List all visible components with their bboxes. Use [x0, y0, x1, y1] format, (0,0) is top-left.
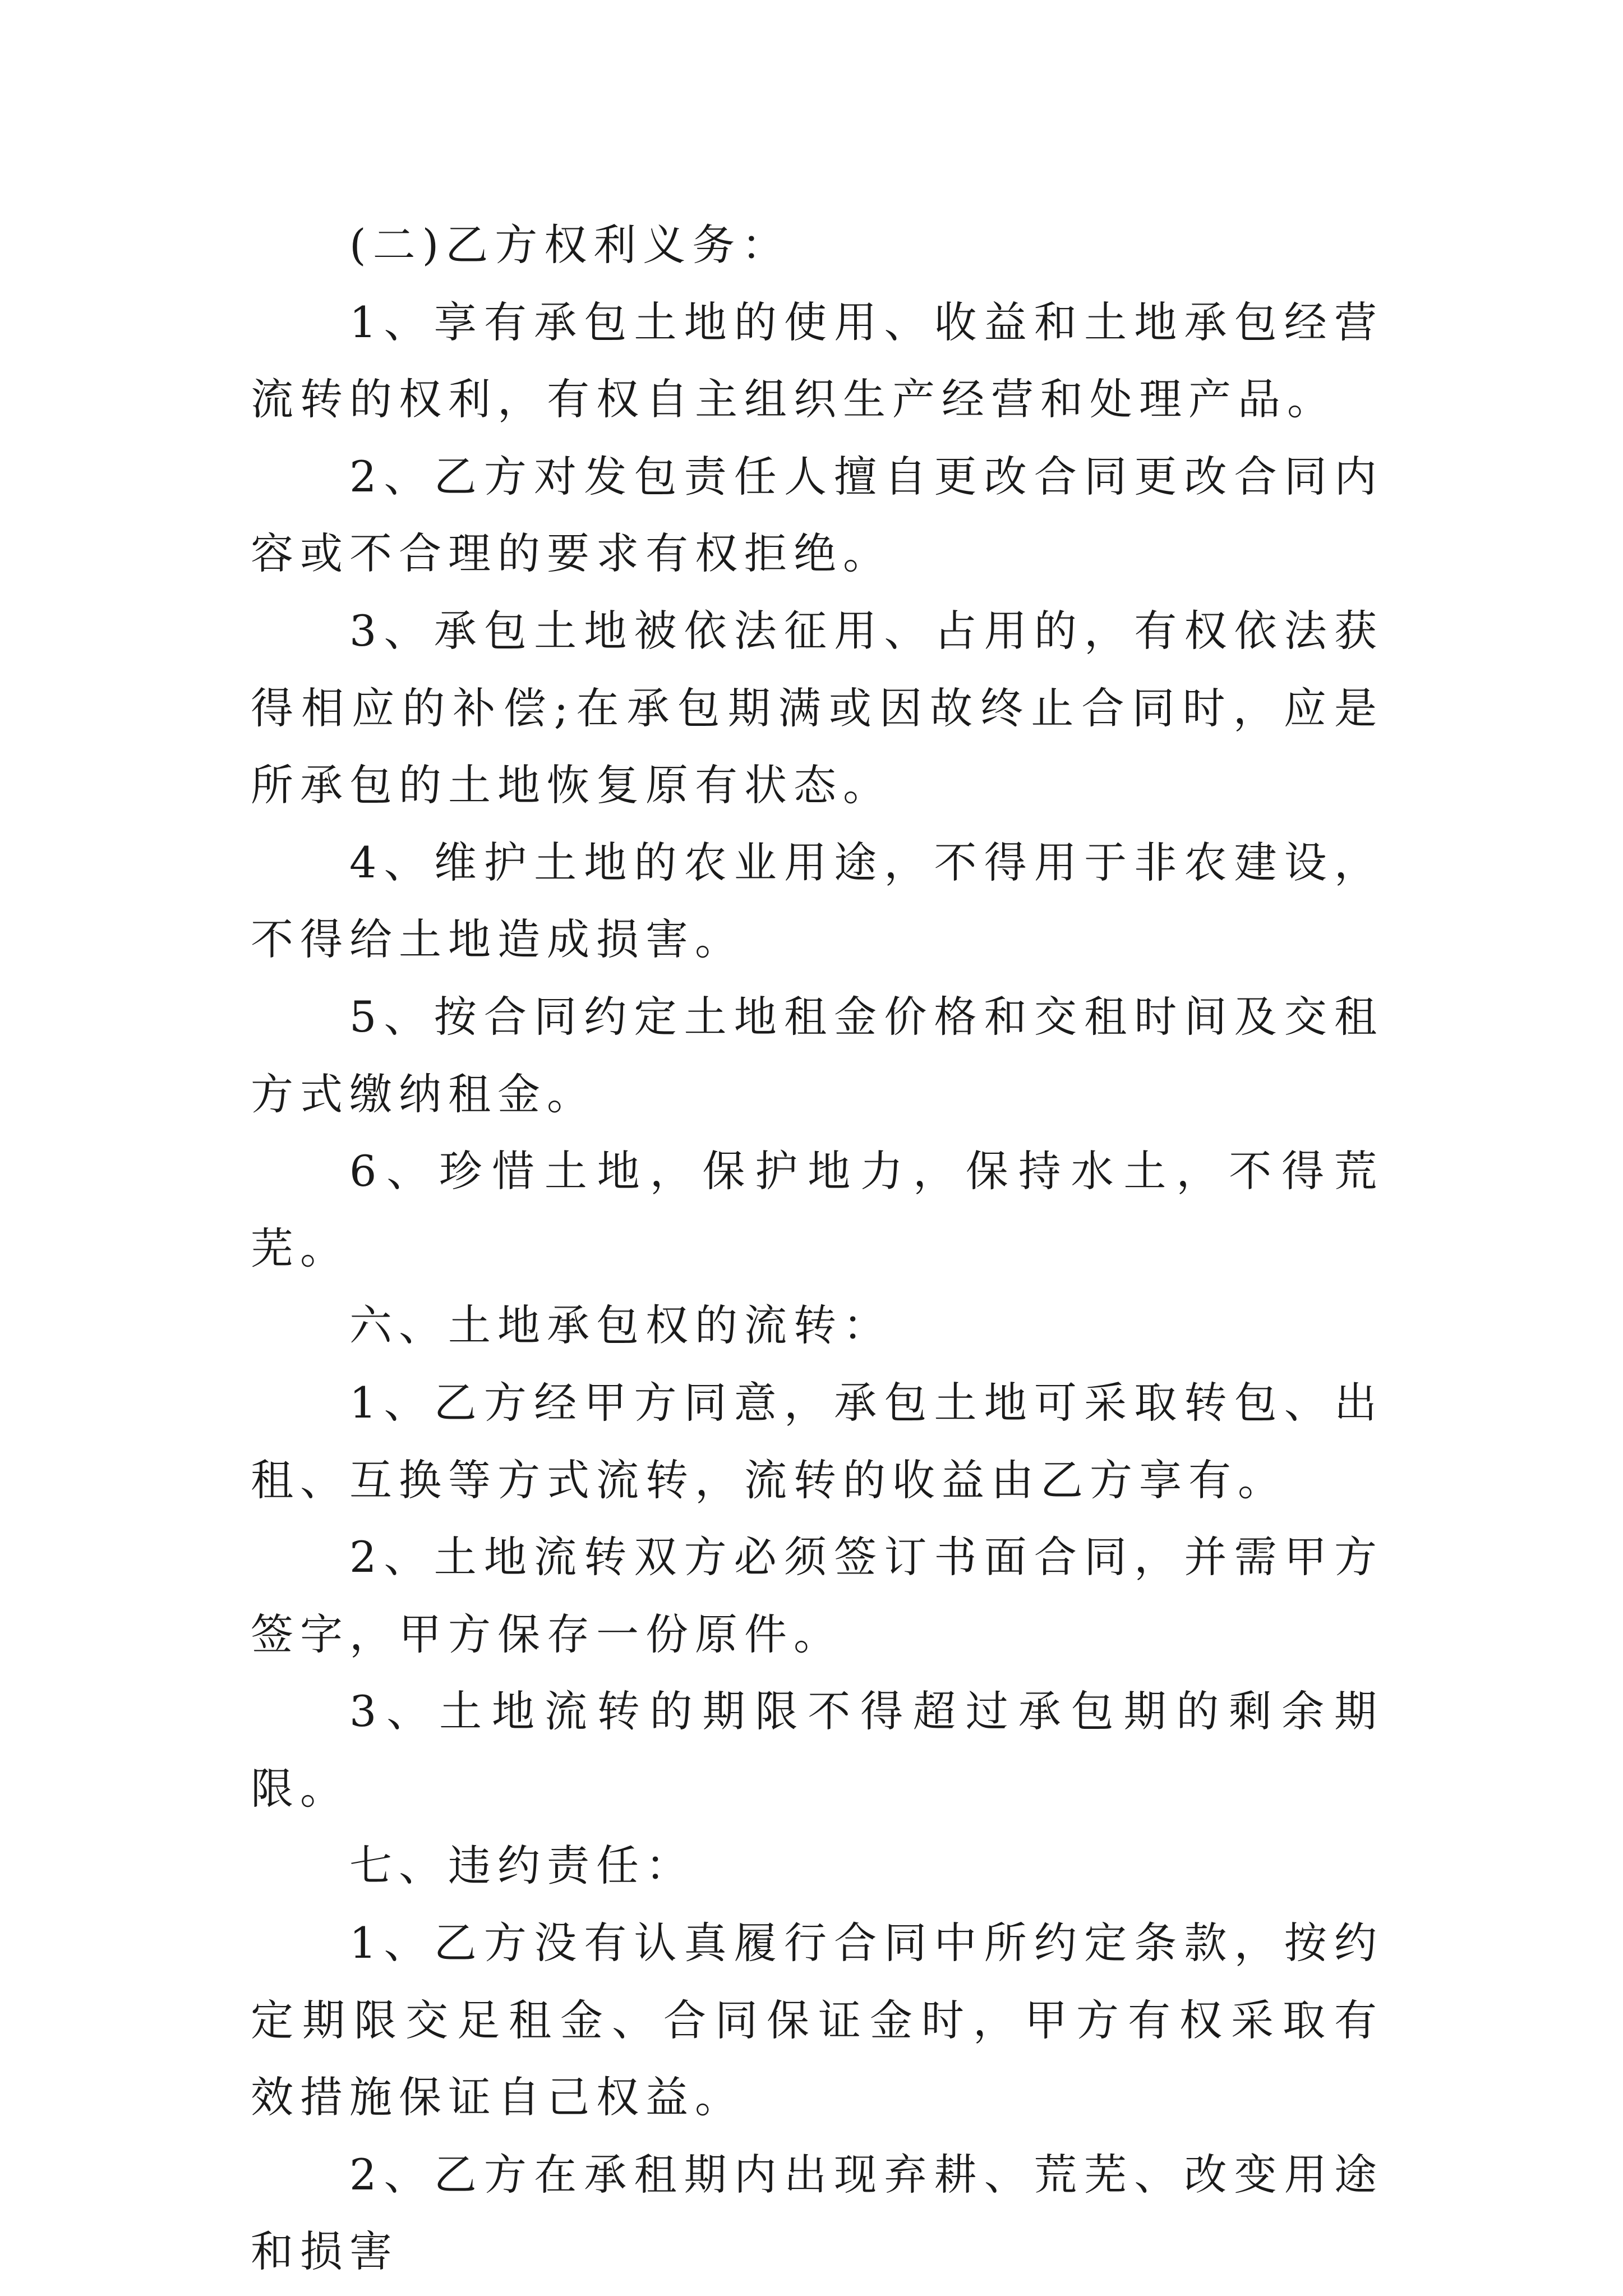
section-heading-liability: 七、违约责任：	[349, 1841, 695, 1891]
section-heading-transfer: 六、土地承包权的流转：	[349, 1300, 892, 1351]
section-heading-party-b-rights: (二)乙方权利义务：	[349, 220, 791, 270]
clause-paragraph: 2、土地流转双方必须签订书面合同，并需甲方签字，甲方保存一份原件。	[251, 1532, 1384, 1659]
clause-paragraph: 1、乙方经甲方同意，承包土地可采取转包、出租、互换等方式流转，流转的收益由乙方享有。	[251, 1377, 1384, 1505]
clause-paragraph: 4、维护土地的农业用途，不得用于非农建设，不得给土地造成损害。	[251, 837, 1384, 965]
clause-paragraph: 1、享有承包土地的使用、收益和土地承包经营流转的权利，有权自主组织生产经营和处理产品。	[251, 297, 1384, 425]
clause-paragraph: 6、珍惜土地，保护地力，保持水土，不得荒芜。	[251, 1146, 1384, 1273]
clause-paragraph: 3、承包土地被依法征用、占用的，有权依法获得相应的补偿;在承包期满或因故终止合同时，应是所承包的土地恢复原有状态。	[251, 605, 1384, 811]
clause-paragraph: 1、乙方没有认真履行合同中所约定条款，按约定期限交足租金、合同保证金时，甲方有权采取有效措施保证自己权益。	[251, 1918, 1384, 2123]
clause-paragraph: 5、按合同约定土地租金价格和交租时间及交租方式缴纳租金。	[251, 991, 1384, 1119]
clause-paragraph: 3、土地流转的期限不得超过承包期的剩余期限。	[251, 1686, 1384, 1814]
clause-paragraph: 2、乙方对发包责任人擅自更改合同更改合同内容或不合理的要求有权拒绝。	[251, 451, 1384, 579]
clause-paragraph: 2、乙方在承租期内出现弃耕、荒芜、改变用途和损害	[251, 2149, 1384, 2277]
document-body	[251, 206, 1384, 2290]
